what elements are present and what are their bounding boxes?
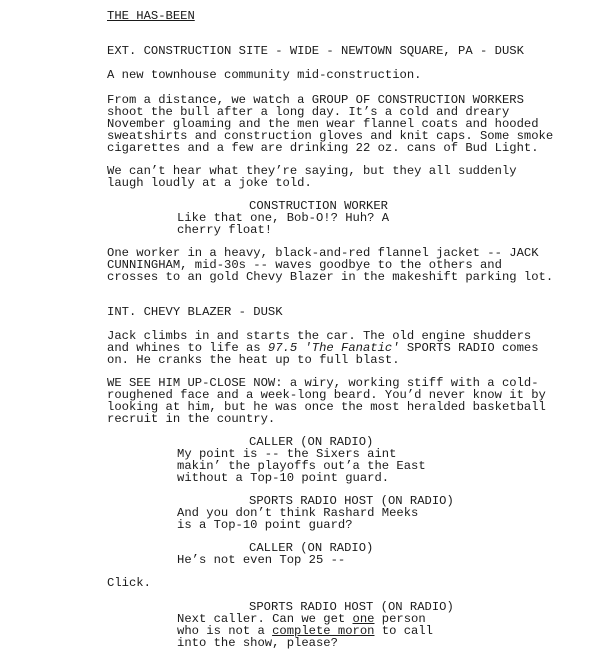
- emphasis-text: complete moron: [272, 624, 375, 638]
- action-line: recruit in the country.: [107, 412, 276, 426]
- dialogue-line: Like that one, Bob-O!? Huh? A: [177, 211, 390, 225]
- action-line: We can’t hear what they’re saying, but they all suddenly: [107, 164, 517, 178]
- character-caller: CALLER (ON RADIO): [249, 435, 374, 449]
- action-line: looking at him, but he was once the most heralded basketball: [107, 400, 546, 414]
- action-townhouse-community: A new townhouse community mid-construction.: [107, 68, 422, 82]
- dialogue-line: And you don’t think Rashard Meeks: [177, 506, 419, 520]
- dialogue-line: makin’ the playoffs out’a the East: [177, 459, 426, 473]
- scene-heading-construction-site: EXT. CONSTRUCTION SITE - WIDE - NEWTOWN SQUARE, PA - DUSK: [107, 44, 524, 58]
- dialogue-line: cherry float!: [177, 223, 273, 237]
- dialogue-text: Next caller. Can we get: [177, 612, 353, 626]
- character-sports-radio-host: SPORTS RADIO HOST (ON RADIO): [249, 494, 454, 508]
- action-line: CUNNINGHAM, mid-30s -- waves goodbye to the others and: [107, 258, 502, 272]
- action-click: Click.: [107, 576, 151, 590]
- character-sports-radio-host: SPORTS RADIO HOST (ON RADIO): [249, 600, 454, 614]
- action-line: crosses to an gold Chevy Blazer in the makeshift parking lot.: [107, 270, 554, 284]
- action-line: Jack climbs in and starts the car. The old engine shudders: [107, 329, 532, 343]
- dialogue-line: into the show, please?: [177, 636, 338, 650]
- action-line: WE SEE HIM UP-CLOSE NOW: a wiry, working stiff with a cold-: [107, 376, 539, 390]
- dialogue-text: to call: [374, 624, 433, 638]
- script-title: THE HAS-BEEN: [107, 9, 195, 23]
- action-line: on. He cranks the heat up to full blast.: [107, 353, 400, 367]
- character-construction-worker: CONSTRUCTION WORKER: [249, 199, 388, 213]
- action-line: November gloaming and the men wear flannel coats and hooded: [107, 117, 539, 131]
- action-line: One worker in a heavy, black-and-red flannel jacket -- JACK: [107, 246, 539, 260]
- action-text: SPORTS RADIO comes: [399, 341, 539, 355]
- dialogue-text: person: [374, 612, 426, 626]
- radio-station-name: 97.5 'The Fanatic': [267, 341, 400, 355]
- dialogue-caller: He’s not even Top 25 --: [177, 553, 346, 567]
- action-line: laugh loudly at a joke told.: [107, 176, 312, 190]
- scene-heading-chevy-blazer: INT. CHEVY BLAZER - DUSK: [107, 305, 283, 319]
- emphasis-text: one: [352, 612, 375, 626]
- action-line: shoot the bull after a long day. It’s a cold and dreary: [107, 105, 510, 119]
- action-line: cigarettes and a few are drinking 22 oz. cans of Bud Light.: [107, 141, 539, 155]
- dialogue-text: who is not a: [177, 624, 273, 638]
- action-line: roughened face and a week-long beard. You’d never know it by: [107, 388, 546, 402]
- action-text: and whines to life as: [107, 341, 268, 355]
- dialogue-line: My point is -- the Sixers aint: [177, 447, 397, 461]
- dialogue-line: is a Top-10 point guard?: [177, 518, 353, 532]
- action-line: From a distance, we watch a GROUP OF CONSTRUCTION WORKERS: [107, 93, 524, 107]
- dialogue-line: without a Top-10 point guard.: [177, 471, 390, 485]
- action-line: sweatshirts and construction gloves and knit caps. Some smoke: [107, 129, 554, 143]
- character-caller: CALLER (ON RADIO): [249, 541, 374, 555]
